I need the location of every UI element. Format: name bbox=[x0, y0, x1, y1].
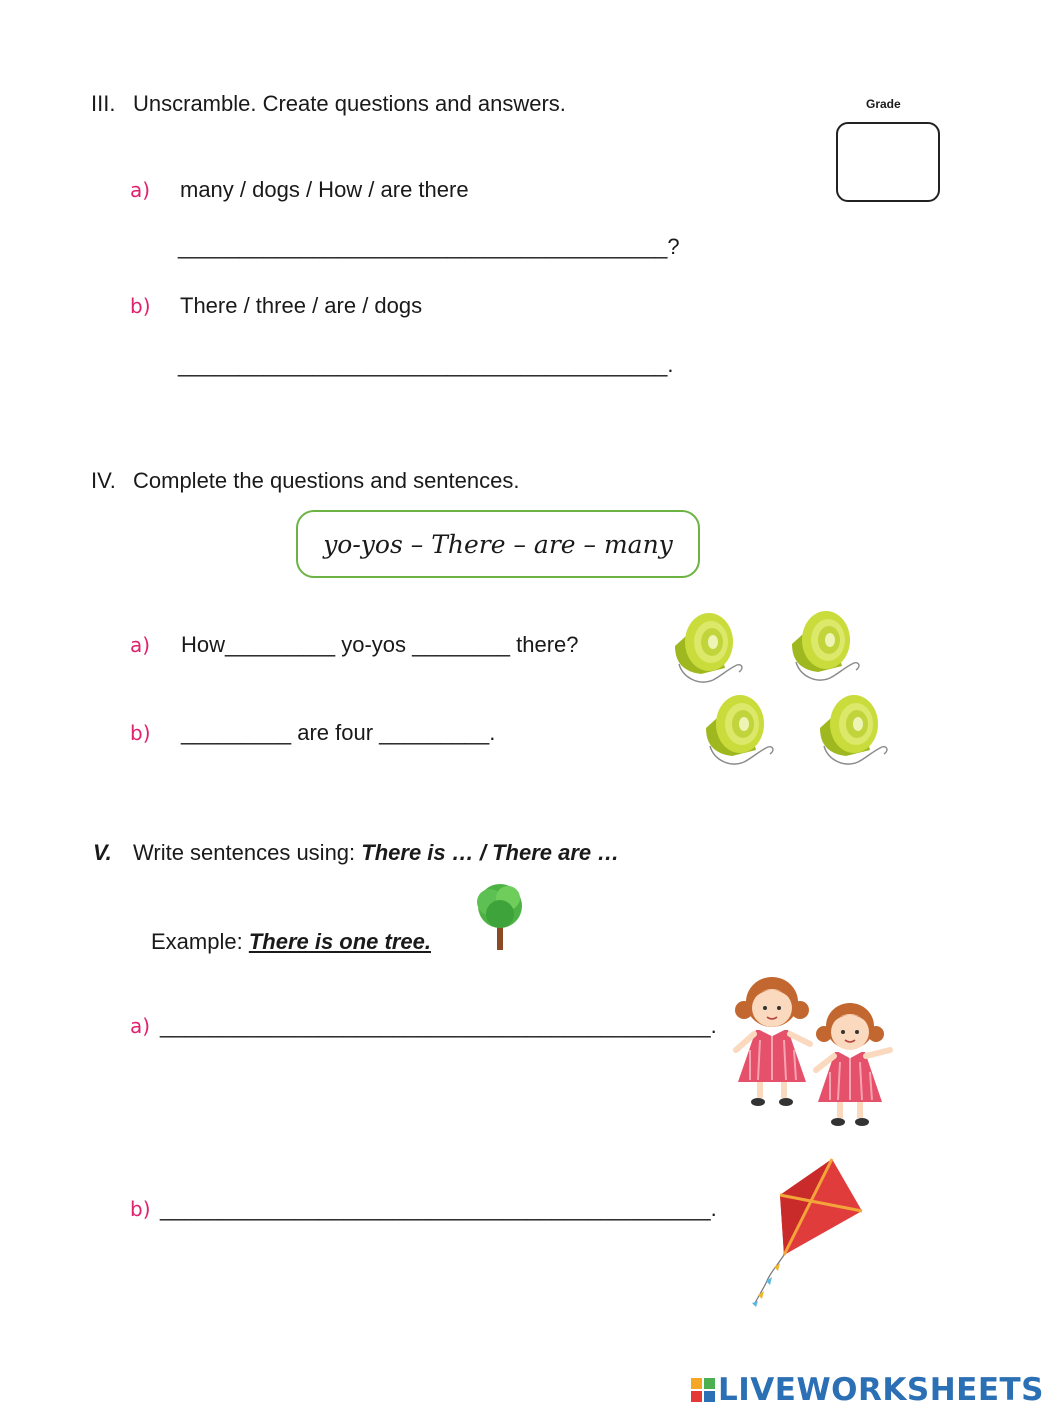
section-5-title-emphasis: There is … / There are … bbox=[361, 840, 620, 865]
grade-label: Grade bbox=[866, 97, 901, 111]
section-4-title: Complete the questions and sentences. bbox=[133, 468, 520, 493]
tree-illustration bbox=[470, 880, 530, 954]
section-4-number: IV. bbox=[91, 468, 116, 493]
item-letter: b) bbox=[130, 294, 151, 318]
item-letter: a) bbox=[130, 178, 151, 202]
section-3-title: Unscramble. Create questions and answers. bbox=[133, 91, 566, 116]
answer-line[interactable]: ________________________________________. bbox=[178, 352, 674, 377]
answer-line[interactable]: ________________________________________? bbox=[178, 234, 680, 259]
answer-line[interactable]: _____________________________________________. bbox=[160, 1013, 717, 1038]
item-letter: b) bbox=[130, 1197, 151, 1221]
section-5-title-prefix: Write sentences using: bbox=[133, 840, 362, 865]
logo-mark-icon bbox=[690, 1377, 716, 1403]
brand-name: LIVEWORKSHEETS bbox=[718, 1372, 1044, 1408]
item-letter: a) bbox=[130, 1014, 151, 1038]
liveworksheets-logo bbox=[690, 1372, 1044, 1408]
fill-in-sentence[interactable]: _________ are four _________. bbox=[181, 720, 496, 745]
section-3-number: III. bbox=[91, 91, 116, 116]
item-letter: b) bbox=[130, 721, 151, 745]
answer-line[interactable]: _____________________________________________. bbox=[160, 1196, 717, 1221]
example-line bbox=[151, 929, 431, 955]
grade-box bbox=[836, 122, 940, 202]
example-answer: There is one tree. bbox=[248, 929, 432, 954]
word-bank-text: yo-yos – There – are – many bbox=[323, 529, 673, 559]
item-letter: a) bbox=[130, 633, 151, 657]
section-5-number: V. bbox=[93, 840, 112, 865]
word-bank-box bbox=[296, 510, 700, 578]
section-5-title bbox=[133, 840, 619, 866]
yo-yo-illustration bbox=[668, 606, 898, 776]
scrambled-prompt: There / three / are / dogs bbox=[180, 293, 423, 318]
fill-in-sentence[interactable]: How_________ yo-yos ________ there? bbox=[181, 632, 579, 657]
kite-illustration bbox=[740, 1155, 870, 1310]
twin-girls-illustration bbox=[730, 970, 900, 1130]
example-label: Example: bbox=[151, 929, 249, 954]
scrambled-prompt: many / dogs / How / are there bbox=[180, 177, 469, 202]
